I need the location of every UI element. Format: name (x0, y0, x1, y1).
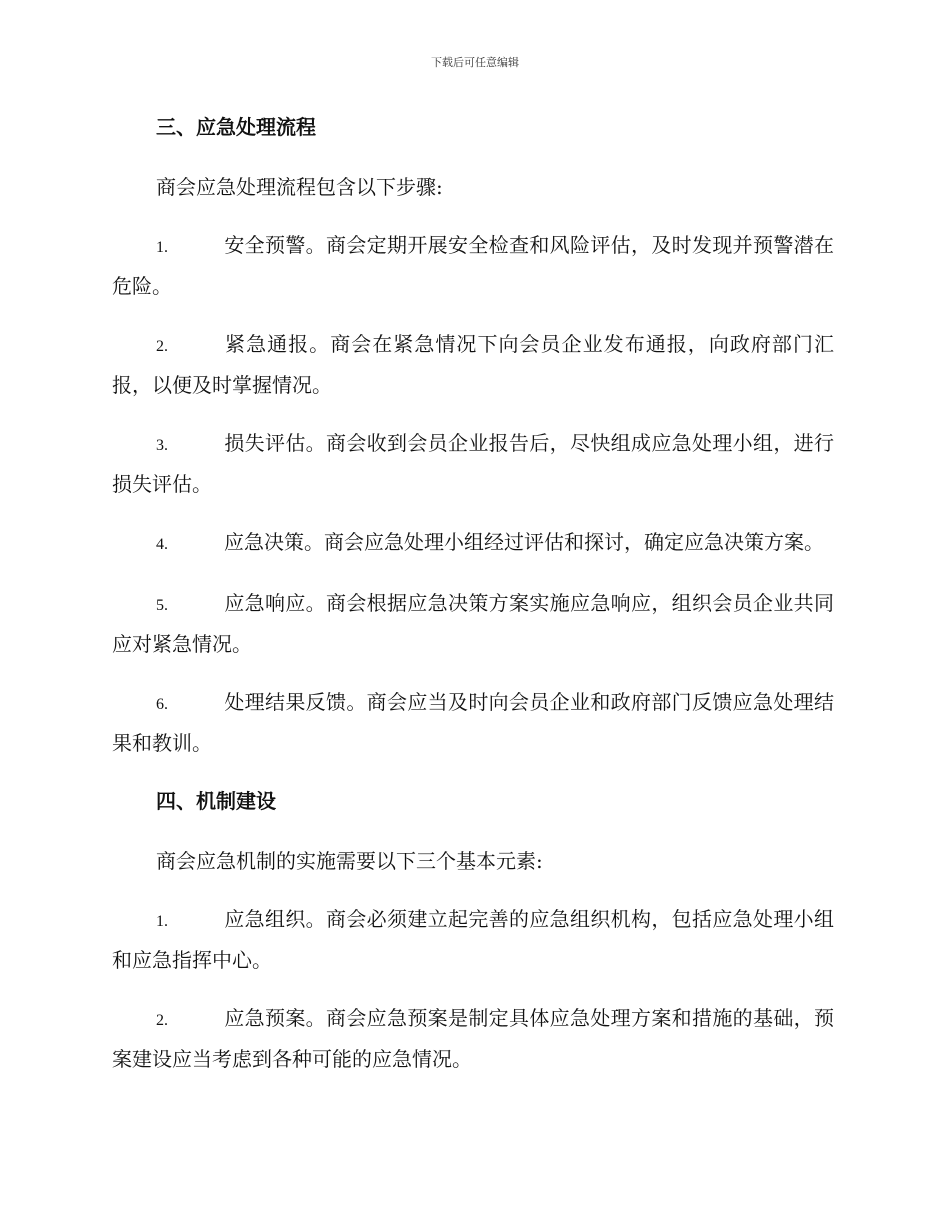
list-item-text: 应急响应。商会根据应急决策方案实施应急响应，组织会员企业共同应对紧急情况。 (112, 591, 834, 656)
list-item (112, 584, 834, 663)
list-item-text: 应急预案。商会应急预案是制定具体应急处理方案和措施的基础，预案建设应当考虑到各种可能的应急情况。 (112, 1006, 834, 1071)
list-item-text: 应急组织。商会必须建立起完善的应急组织机构，包括应急处理小组和应急指挥中心。 (112, 907, 834, 972)
list-item-number: 3. (156, 437, 168, 454)
document-body (112, 108, 834, 1098)
list-item-text: 紧急通报。商会在紧急情况下向会员企业发布通报，向政府部门汇报，以便及时掌握情况。 (112, 332, 834, 397)
list-item-number: 4. (156, 536, 168, 553)
list-item (112, 226, 834, 305)
section-intro: 商会应急处理流程包含以下步骤: (156, 175, 443, 199)
list-item-text: 应急决策。商会应急处理小组经过评估和探讨，确定应急决策方案。 (224, 530, 824, 554)
list-item (112, 999, 834, 1078)
list-item (112, 683, 834, 762)
list-item (112, 523, 834, 564)
list-item-number: 2. (156, 1012, 168, 1029)
list-item-number: 2. (156, 338, 168, 355)
list-item-number: 5. (156, 597, 168, 614)
list-item-number: 1. (156, 239, 168, 256)
list-item-number: 1. (156, 913, 168, 930)
list-item (112, 325, 834, 404)
list-item-text: 损失评估。商会收到会员企业报告后，尽快组成应急处理小组，进行损失评估。 (112, 431, 834, 496)
list-item-text: 安全预警。商会定期开展安全检查和风险评估，及时发现并预警潜在危险。 (112, 233, 834, 298)
list-item-number: 6. (156, 696, 168, 713)
section-heading: 三、应急处理流程 (156, 115, 316, 139)
page-header: 下载后可任意编辑 (431, 56, 519, 69)
section-heading: 四、机制建设 (156, 789, 276, 813)
section-intro: 商会应急机制的实施需要以下三个基本元素: (156, 849, 543, 873)
list-item (112, 900, 834, 979)
list-item (112, 424, 834, 503)
list-item-text: 处理结果反馈。商会应当及时向会员企业和政府部门反馈应急处理结果和教训。 (112, 690, 834, 755)
